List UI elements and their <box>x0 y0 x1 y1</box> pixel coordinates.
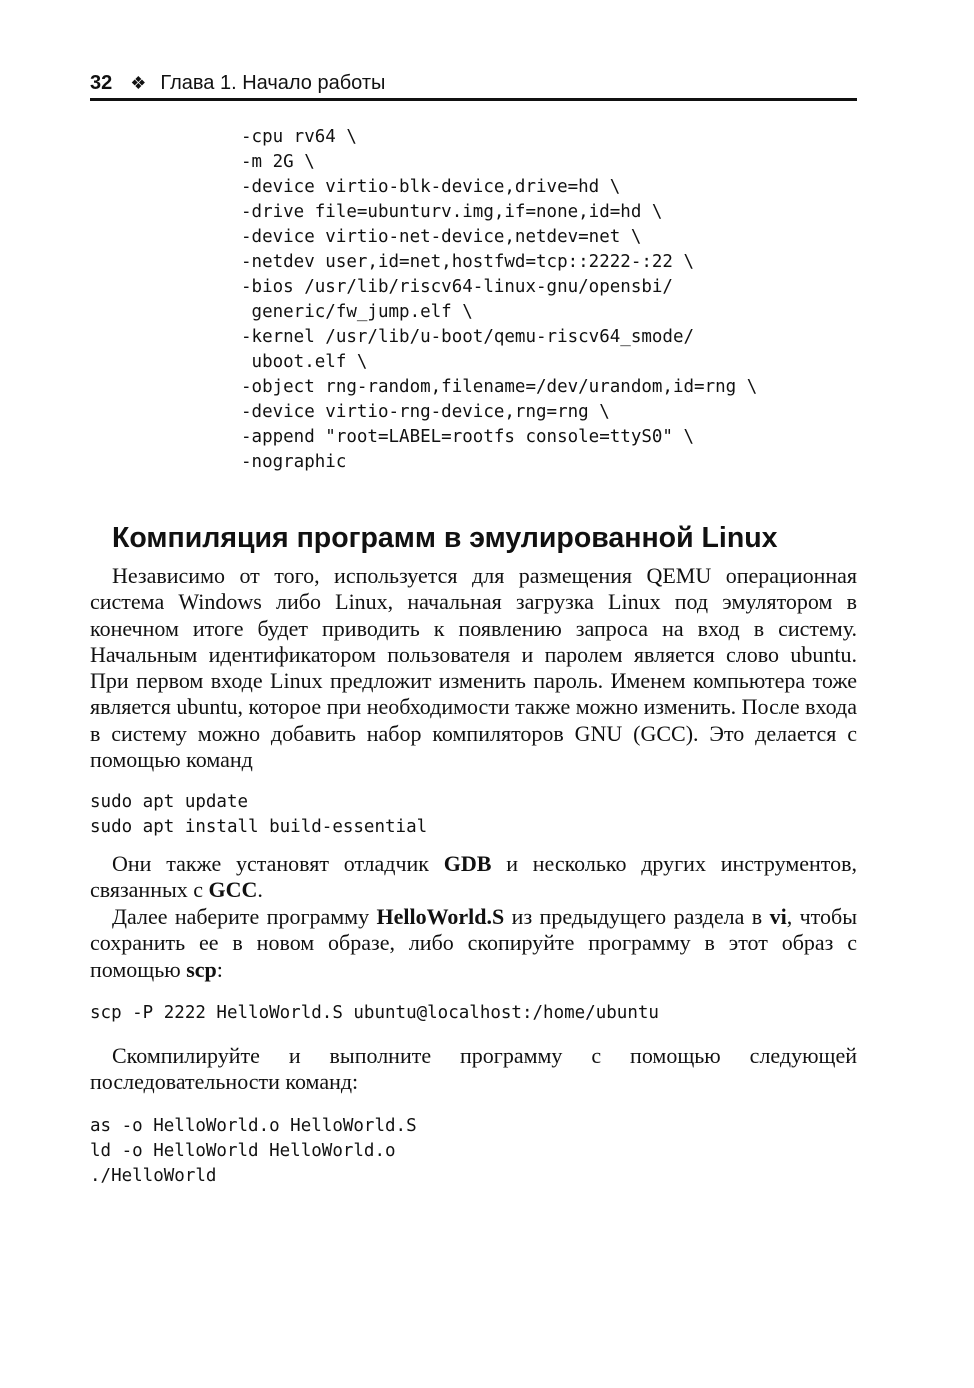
code-line: sudo apt update <box>90 792 249 812</box>
apt-command-code-block <box>90 790 427 840</box>
code-line: ld -o HelloWorld HelloWorld.o <box>90 1141 396 1161</box>
bold-term: GDB <box>443 851 492 876</box>
code-line: as -o HelloWorld.o HelloWorld.S <box>90 1116 417 1136</box>
code-line: -append "root=LABEL=rootfs console=ttyS0" \ <box>241 427 695 447</box>
bold-term: GCC <box>208 877 258 903</box>
code-line: -m 2G \ <box>241 152 315 172</box>
paragraph-compile: Скомпилируйте и выполните программу с помощью следующей последовательности команд: <box>90 1043 857 1095</box>
code-line: sudo apt install build-essential <box>90 817 428 837</box>
page-number: 32 <box>90 72 113 94</box>
bold-term: scp <box>186 956 217 982</box>
text-run: Они также установят отладчик <box>112 851 444 876</box>
running-header <box>90 70 857 101</box>
code-line: -device virtio-net-device,netdev=net \ <box>241 227 642 247</box>
code-line: -device virtio-blk-device,drive=hd \ <box>241 177 621 197</box>
bold-term: HelloWorld.S <box>376 904 505 929</box>
code-line: -device virtio-rng-device,rng=rng \ <box>241 402 610 422</box>
code-line: -nographic <box>241 452 347 472</box>
text-run: Далее наберите программу <box>112 904 377 929</box>
text-run: из предыдущего раздела в <box>504 904 770 929</box>
code-line: scp -P 2222 HelloWorld.S ubuntu@localhost:/home/ubuntu <box>90 1003 659 1023</box>
code-line: -bios /usr/lib/riscv64-linux-gnu/opensbi/ <box>241 277 673 297</box>
diamond-separator-icon: ❖ <box>130 73 147 93</box>
code-line: -kernel /usr/lib/u-boot/qemu-riscv64_smode/ <box>241 327 695 347</box>
code-line: -netdev user,id=net,hostfwd=tcp::2222-:22 \ <box>241 252 695 272</box>
text-run: . <box>257 877 263 903</box>
scp-command-code-block <box>90 1001 659 1026</box>
section-heading: Компиляция программ в эмулированной Linux <box>112 522 778 554</box>
compile-command-code-block <box>90 1114 417 1189</box>
code-line: -cpu rv64 \ <box>241 127 357 147</box>
paragraph-gdb <box>90 851 857 904</box>
code-line: -object rng-random,filename=/dev/urandom,id=rng \ <box>241 377 758 397</box>
text-run: : <box>216 956 223 982</box>
bold-term: vi <box>769 904 787 929</box>
chapter-title: Глава 1. Начало работы <box>160 72 386 94</box>
text-run: и несколько других инструментов, связанных с <box>90 851 857 903</box>
paragraph-helloworld <box>90 904 857 983</box>
code-line: -drive file=ubunturv.img,if=none,id=hd \ <box>241 202 663 222</box>
paragraph-intro: Независимо от того, используется для размещения QEMU операционная система Windows либо Linux, начальная загрузка Linux под эмулятором в конечном итоге будет приводить к появлению запроса на вход в систему. Начальным идентификатором пользователя и паролем является слово ubuntu. При первом входе Linux предложит изменить пароль. Именем компьютера тоже является ubuntu, которое при необходимости также можно изменить. После входа в систему можно добавить набор компиляторов GNU (GCC). Это делается с помощью команд <box>90 563 857 773</box>
text-run: , чтобы сохранить ее в новом образе, либо скопируйте программу в этот образ с помощью <box>90 904 857 982</box>
code-line: ./HelloWorld <box>90 1166 217 1186</box>
code-line: generic/fw_jump.elf \ <box>241 302 473 322</box>
qemu-command-code-block <box>241 125 757 475</box>
code-line: uboot.elf \ <box>241 352 368 372</box>
